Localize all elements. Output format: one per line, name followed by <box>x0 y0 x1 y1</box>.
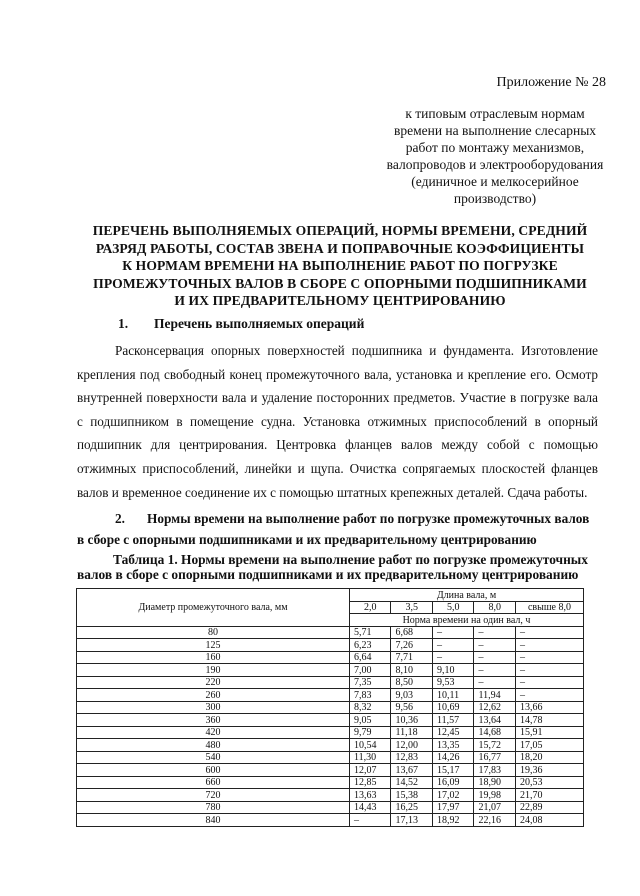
table-row <box>77 626 584 639</box>
cell-norm-value: 16,09 <box>432 776 473 789</box>
cell-norm-value: 10,11 <box>432 689 473 702</box>
cell-norm-value: 17,13 <box>391 814 432 827</box>
cell-norm-value: – <box>515 676 583 689</box>
header-diameter: Диаметр промежуточного вала, мм <box>77 589 350 627</box>
cell-norm-value: 8,32 <box>350 701 391 714</box>
header-length-value: свыше 8,0 <box>515 601 583 614</box>
title-line: ПЕРЕЧЕНЬ ВЫПОЛНЯЕМЫХ ОПЕРАЦИЙ, НОРМЫ ВРЕМЕНИ, СРЕДНИЙ <box>92 223 588 238</box>
cell-norm-value: – <box>474 651 515 664</box>
cell-norm-value: 22,89 <box>515 801 583 814</box>
cell-norm-value: 13,35 <box>432 739 473 752</box>
cell-norm-value: 12,07 <box>350 764 391 777</box>
cell-norm-value: 10,54 <box>350 739 391 752</box>
cell-norm-value: 13,67 <box>391 764 432 777</box>
table-row <box>77 664 584 677</box>
cell-norm-value: 18,90 <box>474 776 515 789</box>
section2-number: 2. <box>115 511 125 526</box>
cell-norm-value: 6,23 <box>350 639 391 652</box>
cell-norm-value: 17,02 <box>432 789 473 802</box>
cell-diameter: 720 <box>77 789 350 802</box>
section2-heading <box>77 508 599 550</box>
cell-diameter: 190 <box>77 664 350 677</box>
appendix-number: Приложение № 28 <box>496 75 606 90</box>
header-length: Длина вала, м <box>350 589 584 602</box>
cell-norm-value: 6,68 <box>391 626 432 639</box>
cell-norm-value: 11,30 <box>350 751 391 764</box>
title-line: И ИХ ПРЕДВАРИТЕЛЬНОМУ ЦЕНТРИРОВАНИЮ <box>174 293 506 308</box>
cell-norm-value: 12,62 <box>474 701 515 714</box>
cell-norm-value: 7,71 <box>391 651 432 664</box>
table-row <box>77 751 584 764</box>
header-length-value: 8,0 <box>474 601 515 614</box>
cell-norm-value: – <box>432 651 473 664</box>
cell-norm-value: 9,79 <box>350 726 391 739</box>
cell-norm-value: 9,03 <box>391 689 432 702</box>
cell-norm-value: 13,66 <box>515 701 583 714</box>
cell-norm-value: 16,77 <box>474 751 515 764</box>
cell-norm-value: 14,26 <box>432 751 473 764</box>
appendix-line: валопроводов и электрооборудования <box>386 157 604 172</box>
title-line: РАЗРЯД РАБОТЫ, СОСТАВ ЗВЕНА И ПОПРАВОЧНЫЕ КОЭФФИЦИЕНТЫ <box>95 240 585 256</box>
appendix-line: производство) <box>453 191 537 206</box>
cell-norm-value: 11,18 <box>391 726 432 739</box>
table-header-row <box>77 589 584 602</box>
cell-diameter: 660 <box>77 776 350 789</box>
cell-norm-value: – <box>432 626 473 639</box>
cell-norm-value: 9,05 <box>350 714 391 727</box>
title-line: ПРОМЕЖУТОЧНЫХ ВАЛОВ В СБОРЕ С ОПОРНЫМИ ПОДШИПНИКАМИ <box>93 275 587 291</box>
cell-norm-value: 9,10 <box>432 664 473 677</box>
table-row <box>77 701 584 714</box>
cell-norm-value: 21,70 <box>515 789 583 802</box>
cell-diameter: 300 <box>77 701 350 714</box>
section1-title: Перечень выполняемых операций <box>154 316 365 331</box>
table-row <box>77 776 584 789</box>
cell-norm-value: 15,38 <box>391 789 432 802</box>
cell-norm-value: 15,91 <box>515 726 583 739</box>
cell-diameter: 80 <box>77 626 350 639</box>
cell-diameter: 220 <box>77 676 350 689</box>
cell-diameter: 840 <box>77 814 350 827</box>
cell-diameter: 600 <box>77 764 350 777</box>
table-row <box>77 814 584 827</box>
cell-norm-value: 19,98 <box>474 789 515 802</box>
cell-norm-value: 7,26 <box>391 639 432 652</box>
cell-norm-value: – <box>474 664 515 677</box>
cell-norm-value: 10,69 <box>432 701 473 714</box>
cell-norm-value: 5,71 <box>350 626 391 639</box>
cell-norm-value: 22,16 <box>474 814 515 827</box>
cell-norm-value: 20,53 <box>515 776 583 789</box>
title-line: К НОРМАМ ВРЕМЕНИ НА ВЫПОЛНЕНИЕ РАБОТ ПО ПОГРУЗКЕ <box>122 258 558 273</box>
table-row <box>77 639 584 652</box>
cell-diameter: 160 <box>77 651 350 664</box>
document-title <box>70 222 610 310</box>
cell-norm-value: 17,83 <box>474 764 515 777</box>
cell-norm-value: 8,50 <box>391 676 432 689</box>
cell-norm-value: 14,52 <box>391 776 432 789</box>
cell-norm-value: 6,64 <box>350 651 391 664</box>
cell-norm-value: 16,25 <box>391 801 432 814</box>
cell-norm-value: 11,57 <box>432 714 473 727</box>
cell-norm-value: – <box>474 639 515 652</box>
cell-norm-value: – <box>515 651 583 664</box>
cell-norm-value: 14,43 <box>350 801 391 814</box>
cell-norm-value: 21,07 <box>474 801 515 814</box>
table-row <box>77 676 584 689</box>
table-row <box>77 801 584 814</box>
cell-norm-value: – <box>515 626 583 639</box>
cell-norm-value: 11,94 <box>474 689 515 702</box>
cell-norm-value: 12,85 <box>350 776 391 789</box>
cell-norm-value: 18,20 <box>515 751 583 764</box>
section1-text: Расконсервация опорных поверхностей подшипника и фундамента. Изготовление крепления под свободный конец промежуточного вала, установка и крепление его. Осмотр внутренней поверхности вала и удаление посторонних предметов. Участие в погрузке вала с подшипником в помещение судна. Установка отжимных приспособлений в опорный подшипник для центрирования. Центровка фланцев валов между собой с помощью отжимных приспособлений, линейки и щупа. Очистка сопрягаемых плоскостей фланцев валов и временное соединение их с помощью штатных крепежных деталей. Сдача работы. <box>77 343 598 500</box>
table-row <box>77 651 584 664</box>
cell-norm-value: 14,78 <box>515 714 583 727</box>
table-row <box>77 789 584 802</box>
section1-heading <box>118 316 364 332</box>
cell-norm-value: – <box>432 639 473 652</box>
cell-norm-value: – <box>350 814 391 827</box>
cell-norm-value: – <box>515 664 583 677</box>
cell-norm-value: – <box>474 626 515 639</box>
cell-norm-value: – <box>474 676 515 689</box>
header-norm: Норма времени на один вал, ч <box>350 614 584 627</box>
appendix-line: (единичное и мелкосерийное <box>411 174 579 189</box>
appendix-line: к типовым отраслевым нормам <box>405 106 585 121</box>
cell-diameter: 360 <box>77 714 350 727</box>
cell-norm-value: – <box>515 689 583 702</box>
cell-diameter: 780 <box>77 801 350 814</box>
cell-norm-value: 17,97 <box>432 801 473 814</box>
cell-norm-value: 12,00 <box>391 739 432 752</box>
table-caption-line: валов в сборе с опорными подшипниками и их предварительному центрированию <box>77 567 579 582</box>
norms-table <box>76 588 584 827</box>
cell-norm-value: – <box>515 639 583 652</box>
cell-norm-value: 18,92 <box>432 814 473 827</box>
cell-norm-value: 7,83 <box>350 689 391 702</box>
appendix-line: работ по монтажу механизмов, <box>405 140 585 155</box>
appendix-block <box>370 74 620 207</box>
cell-norm-value: 24,08 <box>515 814 583 827</box>
section2-title: Нормы времени на выполнение работ по погрузке промежуточных валов в сборе с опорными подшипниками и их предварительному центрированию <box>77 511 590 547</box>
cell-norm-value: 12,45 <box>432 726 473 739</box>
cell-norm-value: 8,10 <box>391 664 432 677</box>
cell-norm-value: 7,35 <box>350 676 391 689</box>
cell-norm-value: 17,05 <box>515 739 583 752</box>
cell-norm-value: 15,72 <box>474 739 515 752</box>
cell-norm-value: 7,00 <box>350 664 391 677</box>
table-caption <box>77 552 599 582</box>
header-length-value: 3,5 <box>391 601 432 614</box>
table-caption-line: Таблица 1. Нормы времени на выполнение работ по погрузке промежуточных <box>113 552 588 567</box>
table-row <box>77 714 584 727</box>
cell-diameter: 480 <box>77 739 350 752</box>
table-row <box>77 726 584 739</box>
cell-norm-value: 14,68 <box>474 726 515 739</box>
cell-norm-value: 12,83 <box>391 751 432 764</box>
header-length-value: 5,0 <box>432 601 473 614</box>
cell-norm-value: 13,64 <box>474 714 515 727</box>
cell-norm-value: 9,53 <box>432 676 473 689</box>
table-row <box>77 764 584 777</box>
cell-diameter: 540 <box>77 751 350 764</box>
cell-diameter: 420 <box>77 726 350 739</box>
header-length-value: 2,0 <box>350 601 391 614</box>
table-row <box>77 739 584 752</box>
cell-norm-value: 9,56 <box>391 701 432 714</box>
cell-norm-value: 10,36 <box>391 714 432 727</box>
cell-diameter: 260 <box>77 689 350 702</box>
cell-norm-value: 15,17 <box>432 764 473 777</box>
cell-norm-value: 13,63 <box>350 789 391 802</box>
table-row <box>77 689 584 702</box>
cell-norm-value: 19,36 <box>515 764 583 777</box>
section1-number: 1. <box>118 316 129 331</box>
appendix-line: времени на выполнение слесарных <box>393 123 597 138</box>
cell-diameter: 125 <box>77 639 350 652</box>
